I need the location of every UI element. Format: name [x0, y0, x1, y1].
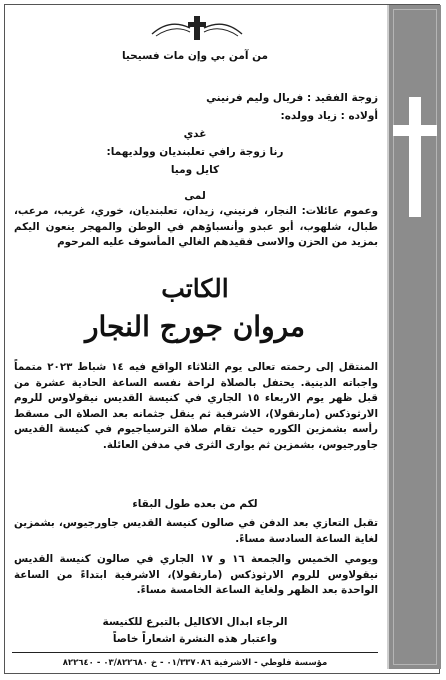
- request-line-1: الرجاء ابدال الاكاليل بالتبرع للكنيسة: [102, 616, 288, 628]
- bible-verse: من آمن بي وإن مات فسيحيا: [121, 50, 269, 62]
- families-paragraph: وعموم عائلات: النجار، فرنيني، زيدان، تعلبنديان، خوري، غريب، مرعب، طبال، شلهوب، أبو عبدو وأنسباؤهم في الوطن والمهجر ينعون اليكم بمزيد من الحزن والاسى فقيدهم الغالي المأسوف عليه المرحوم: [14, 205, 378, 249]
- wife-line: زوجة الفقيد : فريال وليم فرنيني: [206, 92, 378, 104]
- child-name: غدي: [183, 128, 207, 140]
- cross-icon-bar: [393, 125, 437, 136]
- request-line-2: واعتبار هذه النشرة اشعاراً خاصاً: [112, 633, 278, 645]
- side-band: [387, 5, 441, 669]
- condolence-second: ويومي الخميس والجمعة ١٦ و ١٧ الجاري في صالون كنيسة القديس نيقولاوس للروم الارثوذكس (مارنقولا)، الاشرفية ابتداءً من الساعة الواحدة بعد الظهر ولغاية الساعة الخامسة مساءً.: [14, 553, 378, 597]
- condolence-first: تقبل التعازي بعد الدفن في صالون كنيسة القديس جاورجيوس، بشمزين لغاية الساعة السادسة مساءً.: [14, 517, 378, 545]
- grandchildren: كايل وميا: [170, 164, 220, 176]
- cross-icon: [409, 97, 421, 217]
- death-paragraph: المنتقل إلى رحمته تعالى يوم الثلاثاء الواقع فيه ١٤ شباط ٢٠٢٣ متمماً واجباته الدينية. يحتفل بالصلاة لراحة نفسه الساعة الحادية عشرة من قبل ظهر يوم الاربعاء ١٥ الجاري في كنيسة القديس نيقولاوس للروم الارثوذكس (مارنقولا)، الاشرفية ثم ينقل جثمانه بعد الصلاة الى مسقط رأسه بشمزين الكوره حيث تقام صلاة الترسياجيوم في كنيسة القديس جاورجيوس، بشمزين ثم يوارى الثرى في مدفن العائلة.: [14, 361, 379, 451]
- child-family: رنا زوجة رافي تعلبنديان وولديهما:: [106, 146, 284, 158]
- footer-divider: [12, 652, 378, 653]
- children-line: أولاده : زياد وولده:: [280, 110, 378, 122]
- title-profession: الكاتب: [161, 274, 229, 303]
- notice-content: [12, 10, 378, 670]
- long-life-line: لكم من بعده طول البقاء: [132, 498, 258, 510]
- cross-ornament-icon: [150, 14, 244, 40]
- relative-name: لمى: [184, 190, 206, 202]
- deceased-name: مروان جورج النجار: [84, 310, 306, 343]
- footer-publisher: مؤسسة فلوطي - الاشرفية ٠١/٣٣٧٠٨٦ - خ ٠٣/٨٢٢٦٨٠ - ٨٢٢٦٤٠: [62, 658, 328, 668]
